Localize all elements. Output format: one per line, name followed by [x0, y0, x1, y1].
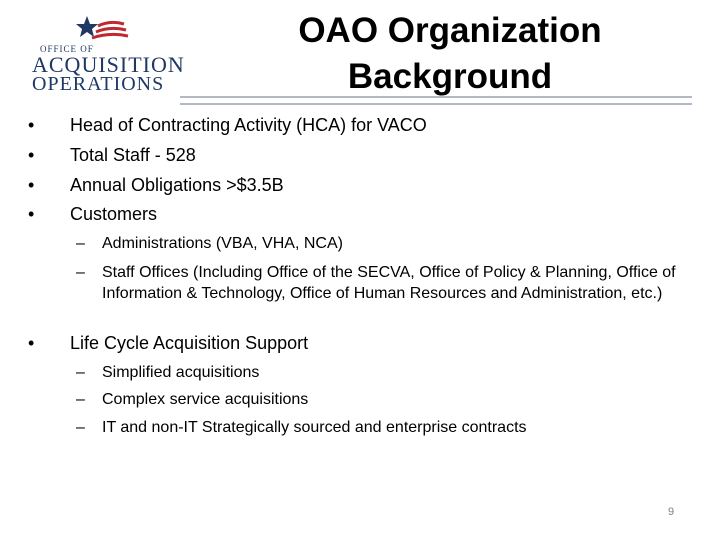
sub-bullet-marker: –	[76, 235, 85, 252]
sub-bullet-marker: –	[76, 364, 85, 381]
logo-line-1: OFFICE OF	[40, 44, 94, 54]
slide-title-line-2: Background	[347, 57, 553, 96]
bullet-marker: •	[28, 115, 35, 135]
bullet-text: Life Cycle Acquisition Support	[70, 333, 309, 353]
logo-line-2: ACQUISITION	[32, 52, 185, 77]
slide-title-line-1: OAO Organization	[298, 11, 602, 50]
sub-bullet-text: Administrations (VBA, VHA, NCA)	[102, 235, 343, 252]
bullet-marker: •	[28, 204, 35, 224]
page-number: 9	[668, 506, 675, 518]
bullet-text: Customers	[70, 204, 158, 224]
bullet-marker: •	[28, 145, 35, 165]
sub-bullet-text: Simplified acquisitions	[102, 364, 260, 381]
sub-bullet-marker: –	[76, 264, 85, 281]
logo-line-3: OPERATIONS	[32, 73, 165, 95]
bullet-text: Total Staff - 528	[70, 145, 196, 165]
bullet-text: Head of Contracting Activity (HCA) for VACO	[70, 115, 427, 135]
sub-bullet-text: Complex service acquisitions	[102, 391, 309, 408]
sub-bullet-marker: –	[76, 391, 85, 408]
sub-bullet-text: IT and non-IT Strategically sourced and enterprise contracts	[102, 419, 527, 436]
bullet-marker: •	[28, 175, 35, 195]
bullet-text: Annual Obligations >$3.5B	[70, 175, 284, 195]
bullet-marker: •	[28, 333, 35, 353]
sub-bullet-marker: –	[76, 419, 85, 436]
sub-bullet-text: Staff Offices (Including Office of the SECVA, Office of Policy & Planning, Office of Information & Technology, Office of Human Resources and Administration, etc.)	[102, 264, 676, 302]
